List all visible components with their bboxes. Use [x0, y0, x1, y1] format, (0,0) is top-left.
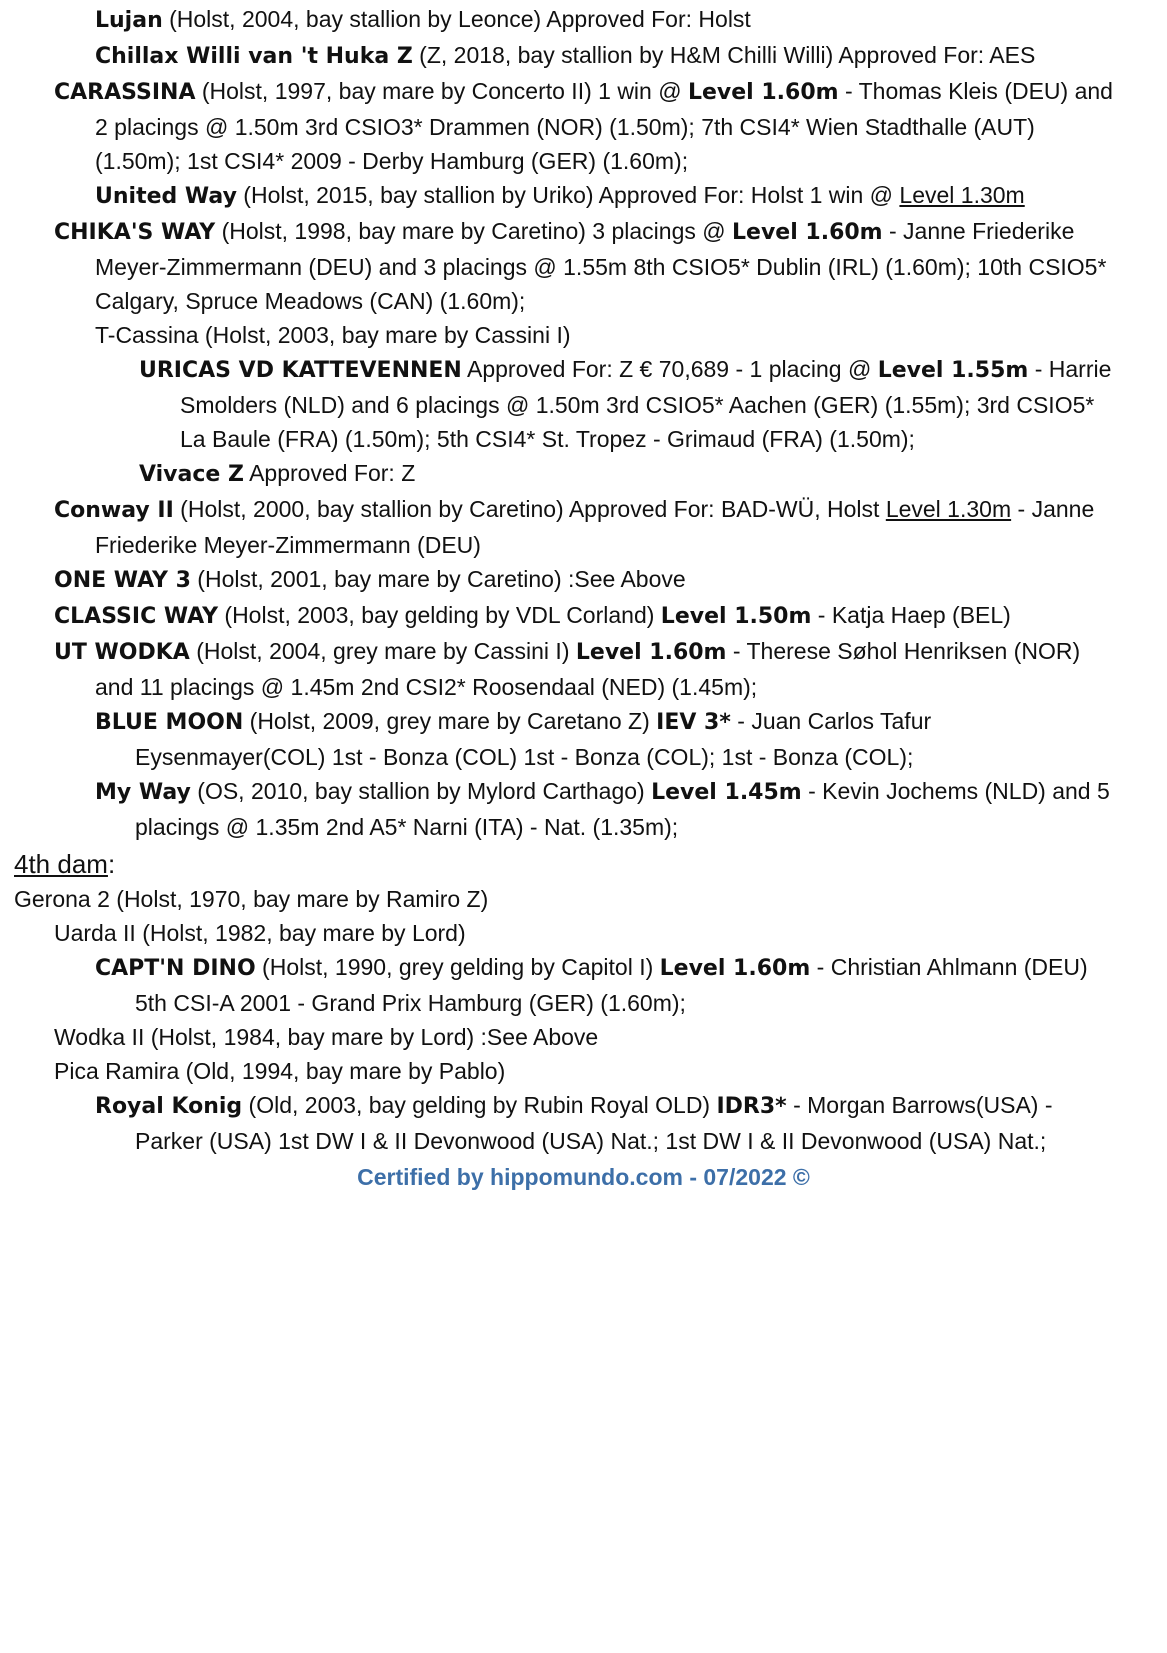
horse-detail: Gerona 2 (Holst, 1970, bay mare by Ramiro Z): [14, 886, 489, 912]
offspring-entry-chikas-way: [0, 214, 1167, 318]
horse-name: UT WODKA: [54, 640, 190, 665]
horse-detail: T-Cassina (Holst, 2003, bay mare by Cassini I): [95, 322, 571, 348]
horse-detail: Approved For: Z € 70,689 - 1 placing @: [461, 356, 878, 382]
horse-name: Conway II: [54, 498, 174, 523]
horse-detail: (Holst, 2003, bay gelding by VDL Corland): [218, 602, 661, 628]
horse-results: - Janne Friederike Meyer-Zimmermann (DEU) and 3 placings @ 1.55m 8th CSIO5* Dublin (IRL) (1.60m); 10th CSIO5* Calgary, Spruce Meadows (CAN) (1.60m);: [95, 218, 1107, 314]
offspring-entry-lujan: [0, 2, 1167, 38]
horse-detail: Wodka II (Holst, 1984, bay mare by Lord) :See Above: [54, 1024, 599, 1050]
level-badge: Level 1.60m: [687, 80, 839, 105]
horse-detail: Uarda II (Holst, 1982, bay mare by Lord): [54, 920, 466, 946]
horse-results: - Thomas Kleis (DEU) and 2 placings @ 1.50m 3rd CSIO3* Drammen (NOR) (1.50m); 7th CSI4* Wien Stadthalle (AUT) (1.50m); 1st CSI4* 2009 - Derby Hamburg (GER) (1.60m);: [95, 78, 1113, 174]
horse-detail: (Holst, 1990, grey gelding by Capitol I): [255, 954, 660, 980]
horse-results: - Therese Søhol Henriksen (NOR) and 11 placings @ 1.45m 2nd CSI2* Roosendaal (NED) (1.45m);: [95, 638, 1081, 700]
offspring-entry-my-way: [0, 774, 1167, 844]
level-badge: Level 1.60m: [732, 220, 883, 245]
level-badge: Level 1.45m: [651, 780, 802, 805]
dam-entry-gerona: [0, 882, 1167, 916]
section-heading-4th-dam: [0, 846, 1167, 882]
horse-name: ONE WAY 3: [54, 568, 191, 593]
dam-entry-wodka: [0, 1020, 1167, 1054]
horse-results: - Janne Friederike Meyer-Zimmermann (DEU): [95, 496, 1095, 558]
dam-entry-uarda: [0, 916, 1167, 950]
certification-footer: Certified by hippomundo.com - 07/2022 ©: [357, 1164, 810, 1190]
horse-results: - Kevin Jochems (NLD) and 5 placings @ 1.35m 2nd A5* Narni (ITA) - Nat. (1.35m);: [135, 778, 1110, 840]
horse-name: CLASSIC WAY: [54, 604, 219, 629]
level-link[interactable]: Level 1.30m: [899, 182, 1025, 208]
horse-name: Chillax Willi van 't Huka Z: [95, 44, 413, 69]
offspring-entry-uricas: [0, 352, 1167, 456]
level-link[interactable]: Level 1.30m: [885, 496, 1012, 522]
section-heading-label: 4th dam: [14, 849, 108, 879]
offspring-entry-one-way: [0, 562, 1167, 598]
level-badge: Level 1.55m: [877, 358, 1029, 383]
offspring-entry-blue-moon: [0, 704, 1167, 774]
horse-detail: (Holst, 2004, grey mare by Cassini I): [189, 638, 576, 664]
horse-detail: Approved For: Z: [243, 460, 416, 486]
horse-detail: (Old, 2003, bay gelding by Rubin Royal OLD): [242, 1092, 717, 1118]
offspring-entry-captn-dino: [0, 950, 1167, 1020]
horse-detail: (Holst, 2009, grey mare by Caretano Z): [243, 708, 657, 734]
horse-name: My Way: [95, 780, 191, 805]
offspring-entry-united-way: [0, 178, 1167, 214]
level-badge: Level 1.60m: [659, 956, 811, 981]
horse-detail: (OS, 2010, bay stallion by Mylord Carthago): [190, 778, 652, 804]
offspring-entry-ut-wodka: [0, 634, 1167, 704]
offspring-entry-royal-konig: [0, 1088, 1167, 1158]
offspring-entry-vivace: [0, 456, 1167, 492]
horse-name: BLUE MOON: [95, 710, 244, 735]
dam-entry-pica-ramira: [0, 1054, 1167, 1088]
horse-results: - Juan Carlos Tafur Eysenmayer(COL) 1st - Bonza (COL) 1st - Bonza (COL); 1st - Bonza (COL);: [135, 708, 932, 770]
offspring-entry-classic-way: [0, 598, 1167, 634]
horse-detail: (Holst, 2004, bay stallion by Leonce) Approved For: Holst: [162, 6, 751, 32]
horse-name: CHIKA'S WAY: [54, 220, 216, 245]
horse-detail: (Holst, 2001, bay mare by Caretino) :See Above: [190, 566, 686, 592]
horse-name: Vivace Z: [139, 462, 244, 487]
level-badge: Level 1.60m: [575, 640, 727, 665]
horse-name: URICAS VD KATTEVENNEN: [139, 358, 462, 383]
level-badge: IEV 3*: [656, 710, 731, 735]
horse-detail: (Holst, 2000, bay stallion by Caretino) Approved For: BAD-WÜ, Holst: [173, 496, 886, 522]
section-heading-colon: :: [107, 849, 116, 879]
horse-results: - Christian Ahlmann (DEU) 5th CSI-A 2001 - Grand Prix Hamburg (GER) (1.60m);: [135, 954, 1088, 1016]
horse-detail: (Holst, 2015, bay stallion by Uriko) Approved For: Holst 1 win @: [236, 182, 900, 208]
horse-detail: (Z, 2018, bay stallion by H&M Chilli Willi) Approved For: AES: [412, 42, 1036, 68]
horse-name: Royal Konig: [95, 1094, 243, 1119]
horse-name: United Way: [95, 184, 237, 209]
horse-detail: Pica Ramira (Old, 1994, bay mare by Pablo): [54, 1058, 506, 1084]
horse-detail: (Holst, 1997, bay mare by Concerto II) 1 win @: [195, 78, 688, 104]
offspring-entry-t-cassina: [0, 318, 1167, 352]
offspring-entry-chillax: [0, 38, 1167, 74]
horse-name: CAPT'N DINO: [95, 956, 256, 981]
offspring-entry-conway: [0, 492, 1167, 562]
horse-name: CARASSINA: [54, 80, 196, 105]
horse-results: - Morgan Barrows(USA) - Parker (USA) 1st DW I & II Devonwood (USA) Nat.; 1st DW I & II Devonwood (USA) Nat.;: [135, 1092, 1053, 1154]
horse-results: - Harrie Smolders (NLD) and 6 placings @ 1.50m 3rd CSIO5* Aachen (GER) (1.55m); 3rd CSIO5* La Baule (FRA) (1.50m); 5th CSI4* St. Tropez - Grimaud (FRA) (1.50m);: [180, 356, 1112, 452]
horse-results: - Katja Haep (BEL): [811, 602, 1011, 628]
level-badge: Level 1.50m: [660, 604, 812, 629]
horse-name: Lujan: [95, 8, 163, 33]
level-badge: IDR3*: [716, 1094, 787, 1119]
offspring-entry-carassina: [0, 74, 1167, 178]
horse-detail: (Holst, 1998, bay mare by Caretino) 3 placings @: [215, 218, 732, 244]
